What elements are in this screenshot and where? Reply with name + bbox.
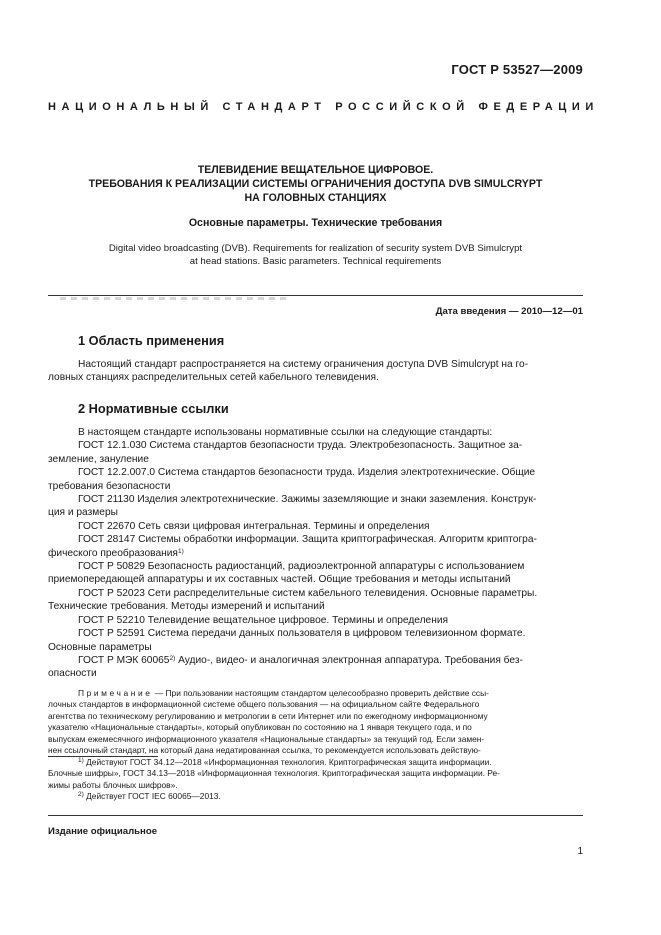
footnote-line: [48, 791, 583, 802]
footer-divider: [48, 815, 583, 816]
reference-line: [48, 547, 583, 560]
title-line-2: ТРЕБОВАНИЯ К РЕАЛИЗАЦИИ СИСТЕМЫ ОГРАНИЧЕНИЯ ДОСТУПА DVB SIMULCRYPT: [88, 178, 543, 190]
footnote-marker: 2): [169, 654, 176, 662]
note-text: — При пользовании настоящим стандартом целесообразно проверить действие ссы-: [152, 688, 489, 698]
reference-line: ГОСТ 28147 Системы обработки информации. Защита криптографическая. Алгоритм криптогра-: [78, 534, 537, 546]
reference-line: ГОСТ 21130 Изделия электротехнические. Зажимы заземляющие и знаки заземления. Конструк-: [78, 494, 537, 506]
footnote-text: Действует ГОСТ IEC 60065—2013.: [83, 791, 221, 802]
paragraph-line: В настоящем стандарте использованы нормативные ссылки на следующие стандарты:: [78, 427, 493, 438]
note-line: указателю «Национальные стандарты», который опубликован по состоянию на 1 января текущего года, и по: [48, 722, 472, 733]
english-title-line-1: Digital video broadcasting (DVB). Requirements for realization of security system DVB Simulcrypt: [108, 243, 523, 254]
footnote-line: [48, 757, 583, 768]
reference-line: ГОСТ Р 52023 Сети распределительные систем кабельного телевидения. Основные параметры.: [78, 587, 538, 599]
note-line: нен ссылочный стандарт, на который дана недатированная ссылка, то рекомендуется использовать действую-: [48, 745, 481, 756]
reference-line: опасности: [48, 668, 97, 680]
document-subtitle: Основные параметры. Технические требования: [188, 217, 443, 229]
note-line: агентства по техническому регулированию и метрологии в сети Интернет или по ежегодному информационному: [48, 710, 488, 721]
reference-line: [48, 654, 583, 667]
footnote-marker: 1): [78, 757, 84, 764]
reference-line: земление, зануление: [48, 453, 149, 465]
english-title-line-2: at head stations. Basic parameters. Technical requirements: [189, 256, 442, 267]
footnote-line: Блочные шифры», ГОСТ 34.13—2018 «Информационная технология. Криптографическая защита информации. Ре-: [48, 768, 500, 779]
page-number: 1: [577, 846, 583, 857]
reference-line: требования безопасности: [48, 480, 171, 492]
reference-text: Аудио-, видео- и аналогичная электронная аппаратура. Требования без-: [175, 654, 523, 666]
note-line: выпускам ежемесячного информационного указателя «Национальные стандарты» за текущий год. Если замен-: [48, 733, 485, 744]
section-1-body: [48, 358, 583, 385]
national-standard-banner: НАЦИОНАЛЬНЫЙ СТАНДАРТ РОССИЙСКОЙ ФЕДЕРАЦИИ: [48, 101, 599, 113]
paragraph-line: Настоящий стандарт распространяется на систему ограничения доступа DVB Simulcrypt на го-: [78, 359, 529, 370]
english-title: [48, 242, 583, 268]
title-line-1: ТЕЛЕВИДЕНИЕ ВЕЩАТЕЛЬНОЕ ЦИФРОВОЕ.: [197, 164, 434, 176]
reference-line: ция и размеры: [48, 507, 118, 519]
note-label: Примечание: [78, 688, 153, 698]
header-divider: [48, 295, 583, 296]
reference-line: ГОСТ 12.2.007.0 Система стандартов безопасности труда. Изделия электротехнические. Общие: [78, 467, 536, 479]
reference-line: ГОСТ Р 52210 Телевидение вещательное цифровое. Термины и определения: [78, 614, 449, 626]
edition-label: Издание официальное: [48, 826, 158, 837]
footnote-line: жимы работы блочных шифров».: [48, 779, 178, 790]
reference-line: ГОСТ Р 52591 Система передачи данных пользователя в цифровом телевизионном формате.: [78, 628, 526, 640]
footnote-text: Действуют ГОСТ 34.12—2018 «Информационная технология. Криптографическая защита информации.: [83, 757, 492, 767]
introduction-date: Дата введения — 2010—12—01: [435, 306, 583, 317]
note-line: лочных стандартов в информационной системе общего пользования — на официальном сайте Федерального: [48, 699, 480, 710]
section-2-heading: 2 Нормативные ссылки: [78, 401, 229, 416]
reference-text: ГОСТ Р МЭК 60065: [78, 654, 170, 666]
reference-line: ГОСТ 22670 Сеть связи цифровая интегральная. Термины и определения: [78, 520, 430, 532]
reference-line: приемопередающей аппаратуры и их составных частей. Общие требования и методы испытаний: [48, 574, 511, 586]
footnote-marker: 2): [78, 791, 84, 799]
reference-line: ГОСТ Р 50829 Безопасность радиостанций, радиоэлектронной аппаратуры с использованием: [78, 561, 525, 573]
footnotes: [48, 757, 583, 803]
note-line: [48, 688, 583, 699]
paragraph-line: ловных станциях распределительных сетей кабельного телевидения.: [48, 372, 379, 384]
reference-line: ГОСТ 12.1.030 Система стандартов безопасности труда. Электробезопасность. Защитное за-: [78, 440, 523, 452]
footnote-marker: 1): [177, 547, 184, 555]
section-1-heading: 1 Область применения: [78, 333, 225, 348]
section-2-body: [48, 426, 583, 681]
title-line-3: НА ГОЛОВНЫХ СТАНЦИЯХ: [244, 192, 387, 204]
document-title: [48, 163, 583, 205]
standard-code: ГОСТ Р 53527—2009: [451, 62, 583, 77]
note-block: [48, 688, 583, 756]
reference-line: Технические требования. Методы измерений и испытаний: [48, 601, 325, 613]
reference-text: фического преобразования: [48, 547, 178, 559]
reference-line: Основные параметры: [48, 641, 152, 653]
scan-artifact: [60, 297, 290, 300]
